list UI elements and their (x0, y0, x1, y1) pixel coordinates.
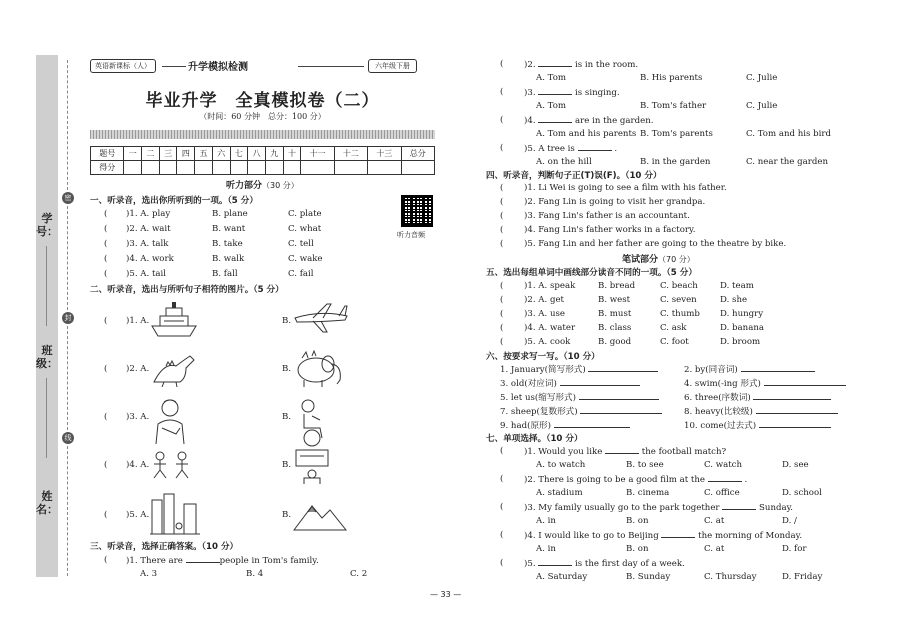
option-c[interactable]: C. plate (288, 209, 322, 219)
score-table-cell: 总分 (401, 147, 435, 161)
score-input-cell[interactable] (124, 161, 142, 175)
option-b[interactable]: B. to see (626, 460, 664, 470)
city-picture (150, 490, 200, 536)
student-no-label: 学号： (36, 212, 58, 238)
score-input-cell[interactable] (401, 161, 435, 175)
answer-blank[interactable] (661, 530, 695, 538)
option-c[interactable]: C. what (288, 224, 322, 234)
answer-blank[interactable] (708, 474, 742, 482)
answer-paren[interactable]: ( (500, 59, 504, 69)
section-2-heading: 二、听录音，选出与所听句子相符的图片。（5 分） (90, 285, 284, 295)
option-c[interactable]: C. Tom and his bird (746, 129, 832, 139)
s7-prefix: )1. Would you like (524, 447, 603, 457)
answer-blank[interactable] (554, 420, 630, 428)
option-c[interactable]: C. at (704, 516, 725, 526)
fill-item (500, 392, 659, 404)
answer-paren[interactable]: ( (500, 295, 504, 305)
option-a[interactable]: )3. A. talk (126, 239, 169, 249)
option-b[interactable]: B. on (626, 516, 649, 526)
class-line (46, 378, 47, 458)
answer-paren[interactable]: ( (500, 558, 504, 568)
statement: )1. Li Wei is going to see a film with his father. (524, 183, 727, 193)
option-a[interactable]: A. Tom (536, 101, 567, 111)
fill-item-label: 7. sheep(复数形式) (500, 407, 578, 417)
s7-prefix: )2. There is going to be a good film at the (524, 475, 706, 485)
option-c[interactable]: C. foot (660, 337, 689, 347)
option-b[interactable]: B. cinema (626, 488, 670, 498)
s7-suffix: is the first day of a week. (575, 559, 685, 569)
score-input-cell[interactable] (368, 161, 401, 175)
option-a[interactable]: A. Saturday (536, 572, 588, 582)
fill-item (684, 406, 838, 418)
score-table-score-row (91, 161, 435, 175)
score-table-cell: 十 (283, 147, 301, 161)
textbook-tag: 英语新课标（人） (90, 59, 156, 73)
option-b[interactable]: B. want (212, 224, 246, 234)
option-a[interactable]: A. 3 (140, 569, 158, 579)
s3-q5 (524, 143, 617, 155)
s3-q4 (524, 115, 654, 127)
option-c[interactable]: C. Julie (746, 73, 778, 83)
option-d[interactable]: D. for (782, 544, 807, 554)
option-c[interactable]: C. 2 (350, 569, 368, 579)
seal-dash-line (67, 446, 68, 576)
option-b[interactable]: B. walk (212, 254, 245, 264)
s7-question (524, 558, 685, 570)
answer-blank[interactable] (560, 378, 640, 386)
s7-prefix: )4. I would like to go to Beijing (524, 531, 659, 541)
fill-item-label: 3. old(对应词) (500, 379, 557, 389)
answer-paren[interactable]: ( (500, 143, 504, 153)
option-d[interactable]: D. school (782, 488, 822, 498)
s7-suffix: . (744, 475, 748, 485)
answer-paren[interactable]: ( (500, 474, 504, 484)
option-b[interactable]: B. (282, 460, 292, 470)
answer-blank[interactable] (578, 143, 612, 151)
seal-dash-line (67, 326, 68, 430)
fill-item (500, 420, 630, 432)
section-7-heading: 七、单项选择。（10 分） (486, 434, 583, 444)
option-c[interactable]: C. office (704, 488, 740, 498)
option-b[interactable]: B. must (598, 309, 632, 319)
score-table (90, 146, 435, 175)
fill-item (684, 392, 831, 404)
wheelchair-picture (294, 398, 332, 448)
score-table-cell: 七 (230, 147, 248, 161)
option-b[interactable]: B. 4 (246, 569, 264, 579)
answer-paren[interactable]: ( (500, 197, 504, 207)
header-rule (298, 66, 364, 67)
s7-question (524, 502, 793, 514)
score-table-cell: 三 (159, 147, 177, 161)
option-d[interactable]: D. / (782, 516, 797, 526)
option-b[interactable]: B. west (598, 295, 631, 305)
option-b[interactable]: B. (282, 412, 292, 422)
answer-paren[interactable]: ( (500, 87, 504, 97)
answer-blank[interactable] (580, 406, 662, 414)
s7-suffix: the football match? (641, 447, 727, 457)
page-number: — 33 — (430, 590, 462, 599)
s7-suffix: the morning of Monday. (698, 531, 803, 541)
listening-section-title: 听力部分（30 分） (226, 181, 299, 191)
option-b[interactable]: B. (282, 364, 292, 374)
answer-paren[interactable]: ( (104, 412, 108, 422)
option-d[interactable]: D. see (782, 460, 809, 470)
injured-boy-picture (150, 398, 190, 446)
option-b[interactable]: B. (282, 316, 292, 326)
answer-paren[interactable]: ( (500, 309, 504, 319)
score-input-cell[interactable] (265, 161, 283, 175)
option-a[interactable]: )4. A. (126, 460, 150, 470)
score-table-label: 题号 (91, 147, 124, 161)
s3-prefix: )5. A tree is (524, 144, 575, 154)
option-a[interactable]: )2. A. get (524, 295, 564, 305)
fill-item-label: 4. swim(-ing 形式) (684, 379, 761, 389)
section-5-heading: 五、选出每组单词中画线部分读音不同的一项。（5 分） (486, 268, 697, 278)
answer-paren[interactable]: ( (104, 460, 108, 470)
option-d[interactable]: D. team (720, 281, 754, 291)
option-a[interactable]: )4. A. water (524, 323, 576, 333)
option-d[interactable]: D. hungry (720, 309, 764, 319)
answer-blank[interactable] (538, 87, 572, 95)
score-table-cell: 十二 (334, 147, 367, 161)
option-a[interactable]: )1. A. speak (524, 281, 576, 291)
option-c[interactable]: C. at (704, 544, 725, 554)
writing-section-title: 笔试部分（70 分） (622, 255, 695, 265)
page-title: 毕业升学 全真模拟卷（二） (145, 91, 380, 111)
grade-tag: 六年级下册 (368, 59, 417, 73)
answer-paren[interactable]: ( (500, 323, 504, 333)
score-table-cell: 五 (195, 147, 213, 161)
section-6-heading: 六、按要求写一写。（10 分） (486, 352, 600, 362)
fill-item (684, 420, 831, 432)
score-table-header-row (91, 147, 435, 161)
answer-paren[interactable]: ( (104, 209, 108, 219)
fill-item (684, 364, 815, 376)
answer-blank[interactable] (588, 364, 658, 372)
classroom-picture (292, 448, 332, 484)
option-c[interactable]: C. near the garden (746, 157, 828, 167)
s7-prefix: )5. (524, 559, 536, 569)
score-table-cell: 八 (248, 147, 266, 161)
student-no-line (46, 246, 47, 326)
option-b[interactable]: B. good (598, 337, 632, 347)
score-table-cell: 四 (177, 147, 195, 161)
answer-paren[interactable]: ( (500, 211, 504, 221)
s7-suffix: Sunday. (759, 503, 794, 513)
answer-paren[interactable]: ( (500, 183, 504, 193)
answer-blank[interactable] (579, 392, 659, 400)
option-a[interactable]: )1. A. play (126, 209, 171, 219)
score-input-cell[interactable] (301, 161, 334, 175)
score-input-cell[interactable] (248, 161, 266, 175)
fill-item (500, 364, 658, 376)
class-label: 班级： (36, 344, 58, 370)
statement: )5. Fang Lin and her father are going to the theatre by bike. (524, 239, 787, 249)
qr-label: 听力音频 (397, 231, 425, 239)
s7-question (524, 474, 747, 486)
answer-paren[interactable]: ( (104, 364, 108, 374)
statement: )3. Fang Lin's father is an accountant. (524, 211, 690, 221)
fill-item (684, 378, 846, 390)
statement: )2. Fang Lin is going to visit her grandpa. (524, 197, 706, 207)
score-input-cell[interactable] (212, 161, 230, 175)
s3-suffix: is singing. (575, 88, 620, 98)
answer-paren[interactable]: ( (104, 239, 108, 249)
answer-paren[interactable]: ( (500, 281, 504, 291)
option-c[interactable]: C. seven (660, 295, 697, 305)
s3-q3 (524, 87, 620, 99)
qr-code[interactable] (401, 195, 433, 227)
option-a[interactable]: )4. A. work (126, 254, 174, 264)
seal-mark-xian: 线 (62, 432, 74, 444)
answer-paren[interactable]: ( (500, 239, 504, 249)
fill-item-label: 9. had(原形) (500, 421, 551, 431)
answer-paren[interactable]: ( (104, 224, 108, 234)
score-input-cell[interactable] (142, 161, 160, 175)
option-d[interactable]: D. Friday (782, 572, 823, 582)
answer-blank[interactable] (538, 115, 572, 123)
answer-paren[interactable]: ( (104, 254, 108, 264)
fill-item (500, 378, 640, 390)
answer-paren[interactable]: ( (104, 269, 108, 279)
plane-picture (293, 298, 349, 334)
option-d[interactable]: D. broom (720, 337, 761, 347)
s3-suffix: . (614, 144, 618, 154)
option-a[interactable]: A. stadium (536, 488, 583, 498)
option-a[interactable]: A. in (536, 544, 556, 554)
fill-item-label: 10. come(过去式) (684, 421, 757, 431)
option-c[interactable]: C. wake (288, 254, 323, 264)
fill-item-label: 2. by(同音词) (684, 365, 738, 375)
seal-dash-line (67, 206, 68, 310)
ship-picture (150, 300, 198, 338)
option-a[interactable]: A. Tom (536, 73, 567, 83)
s3-q2 (524, 59, 638, 71)
answer-paren[interactable]: ( (104, 555, 108, 565)
mountain-picture (292, 496, 348, 534)
option-b[interactable]: B. plane (212, 209, 248, 219)
seal-mark-mi: 密 (62, 192, 74, 204)
seal-mark-feng: 封 (62, 312, 74, 324)
option-b[interactable]: B. Sunday (626, 572, 671, 582)
option-b[interactable]: B. His parents (640, 73, 703, 83)
option-b[interactable]: B. Tom's parents (640, 129, 713, 139)
fill-item-label: 1. January(简写形式) (500, 365, 586, 375)
option-d[interactable]: D. banana (720, 323, 764, 333)
answer-paren[interactable]: ( (500, 502, 504, 512)
option-a[interactable]: )3. A. use (524, 309, 565, 319)
answer-paren[interactable]: ( (500, 337, 504, 347)
s3-prefix: )2. (524, 60, 536, 70)
s3-prefix: )4. (524, 116, 536, 126)
answer-blank[interactable] (764, 378, 846, 386)
statement: )4. Fang Lin's father works in a factory. (524, 225, 696, 235)
answer-paren[interactable]: ( (104, 510, 108, 520)
option-b[interactable]: B. bread (598, 281, 636, 291)
option-c[interactable]: C. Julie (746, 101, 778, 111)
option-d[interactable]: D. she (720, 295, 748, 305)
section-3-heading: 三、听录音，选择正确答案。（10 分） (90, 542, 239, 552)
option-a[interactable]: A. Tom and his parents (536, 129, 637, 139)
option-a[interactable]: )3. A. (126, 412, 150, 422)
score-table-cell: 二 (142, 147, 160, 161)
score-input-cell[interactable] (195, 161, 213, 175)
answer-blank[interactable] (538, 59, 572, 67)
decorative-band (90, 130, 435, 139)
score-table-cell: 十三 (368, 147, 401, 161)
option-a[interactable]: )2. A. wait (126, 224, 171, 234)
option-b[interactable]: B. class (598, 323, 632, 333)
s3-suffix: is in the room. (575, 60, 639, 70)
dinosaur-picture (150, 352, 196, 388)
option-a[interactable]: )1. A. (126, 316, 150, 326)
score-input-cell[interactable] (177, 161, 195, 175)
score-input-cell[interactable] (334, 161, 367, 175)
option-a[interactable]: )5. A. (126, 510, 150, 520)
score-input-cell[interactable] (283, 161, 301, 175)
s7-question (524, 446, 726, 458)
answer-blank[interactable] (753, 392, 831, 400)
answer-paren[interactable]: ( (500, 225, 504, 235)
score-input-cell[interactable] (230, 161, 248, 175)
exam-info: （时间：60 分钟 总分：100 分） (199, 112, 326, 121)
option-c[interactable]: C. Thursday (704, 572, 757, 582)
answer-blank[interactable] (756, 406, 838, 414)
option-a[interactable]: )2. A. (126, 364, 150, 374)
option-a[interactable]: A. on the hill (536, 157, 592, 167)
answer-blank[interactable] (538, 558, 572, 566)
s3-prefix: )3. (524, 88, 536, 98)
answer-blank[interactable] (186, 555, 220, 563)
answer-paren[interactable]: ( (500, 446, 504, 456)
option-c[interactable]: C. beach (660, 281, 698, 291)
fill-item (500, 406, 662, 418)
s3-suffix: are in the garden. (575, 116, 654, 126)
score-input-cell[interactable] (159, 161, 177, 175)
option-b[interactable]: B. in the garden (640, 157, 711, 167)
option-b[interactable]: B. take (212, 239, 243, 249)
option-a[interactable]: )5. A. tail (126, 269, 167, 279)
answer-paren[interactable]: ( (500, 115, 504, 125)
score-table-label: 得分 (91, 161, 124, 175)
option-a[interactable]: A. to watch (536, 460, 586, 470)
option-c[interactable]: C. tell (288, 239, 314, 249)
score-table-cell: 一 (124, 147, 142, 161)
option-c[interactable]: C. fail (288, 269, 314, 279)
elephant-picture (292, 350, 344, 388)
fill-item-label: 5. let us(缩写形式) (500, 393, 576, 403)
seal-dash-line (67, 60, 68, 190)
s3-q1: )1. There are people in Tom's family. (126, 556, 319, 566)
s7-question (524, 530, 802, 542)
header-rule (162, 66, 186, 67)
option-a[interactable]: A. in (536, 516, 556, 526)
series-title: 升学模拟检测 (188, 62, 248, 73)
people-running-picture (150, 450, 196, 482)
answer-blank[interactable] (741, 364, 815, 372)
answer-paren[interactable]: ( (500, 530, 504, 540)
option-b[interactable]: B. on (626, 544, 649, 554)
option-c[interactable]: C. thumb (660, 309, 700, 319)
option-c[interactable]: C. ask (660, 323, 687, 333)
answer-blank[interactable] (759, 420, 831, 428)
score-table-cell: 九 (265, 147, 283, 161)
s7-prefix: )3. My family usually go to the park together (524, 503, 720, 513)
option-b[interactable]: B. Tom's father (640, 101, 707, 111)
answer-blank[interactable] (605, 446, 639, 454)
section-4-heading: 四、听录音，判断句子正(T)误(F)。（10 分） (486, 171, 662, 181)
score-table-cell: 六 (212, 147, 230, 161)
name-label: 姓名： (36, 490, 58, 516)
option-b[interactable]: B. (282, 510, 292, 520)
fill-item-label: 8. heavy(比较级) (684, 407, 753, 417)
answer-blank[interactable] (722, 502, 756, 510)
fill-item-label: 6. three(序数词) (684, 393, 751, 403)
section-1-heading: 一、听录音，选出你所听到的一项。（5 分） (90, 196, 258, 206)
answer-paren[interactable]: ( (104, 316, 108, 326)
option-b[interactable]: B. fall (212, 269, 238, 279)
option-a[interactable]: )5. A. cook (524, 337, 571, 347)
score-table-cell: 十一 (301, 147, 334, 161)
option-c[interactable]: C. watch (704, 460, 743, 470)
